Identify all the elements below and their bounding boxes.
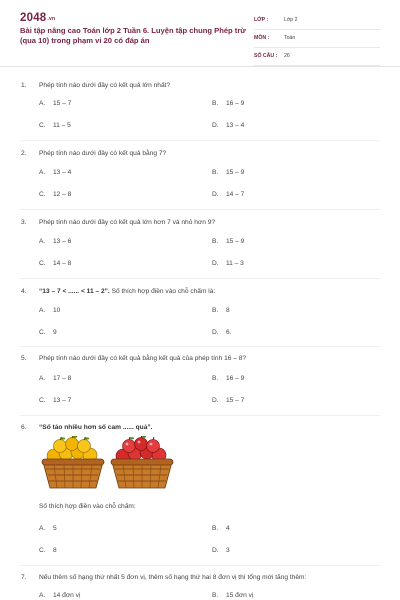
option-c[interactable] (39, 397, 71, 404)
option-letter: B. (212, 592, 219, 599)
option-a[interactable] (39, 592, 80, 599)
option-letter: D. (212, 260, 219, 267)
meta-row-grade (254, 14, 380, 30)
option-text: 14 – 7 (226, 191, 245, 198)
option-letter: A. (39, 100, 46, 107)
question-text-bold: “13 – 7 < ...... < 11 – 2”. (39, 288, 110, 295)
option-letter: B. (212, 375, 219, 382)
option-a[interactable] (39, 238, 71, 245)
option-text: 10 (53, 307, 61, 314)
logo-suffix: .vn (47, 16, 56, 22)
option-text: 15 – 7 (53, 100, 72, 107)
option-text: 16 – 9 (226, 375, 245, 382)
meta-row-subject (254, 32, 380, 48)
meta-label: MÔN : (254, 35, 270, 41)
question-number: 7. (21, 574, 27, 581)
option-letter: A. (39, 375, 46, 382)
option-c[interactable] (39, 260, 71, 267)
logo-text: 2048 (20, 12, 47, 24)
option-text: 11 – 3 (226, 260, 244, 267)
apple-basket-image (109, 436, 175, 490)
option-text: 14 đơn vị (53, 592, 81, 599)
option-text: 8 (53, 547, 57, 554)
option-text: 13 – 7 (53, 397, 72, 404)
option-a[interactable] (39, 375, 71, 382)
worksheet-header (0, 0, 400, 67)
option-letter: A. (39, 169, 46, 176)
option-letter: D. (212, 397, 219, 404)
orange-basket-image (40, 436, 106, 490)
option-c[interactable] (39, 329, 57, 336)
option-a[interactable] (39, 307, 60, 314)
option-text: 8 (226, 307, 230, 314)
option-text: 14 – 8 (53, 260, 72, 267)
option-letter: C. (39, 122, 46, 129)
option-c[interactable] (39, 191, 71, 198)
worksheet-meta (254, 14, 380, 68)
option-letter: D. (212, 191, 219, 198)
question-text: Phép tính nào dưới đây có kết quả bằng kết quả của phép tính 16 – 8? (39, 355, 247, 362)
option-letter: C. (39, 260, 46, 267)
option-d[interactable] (212, 191, 244, 198)
option-text: 13 – 6 (53, 238, 72, 245)
option-text: 15 – 9 (226, 169, 245, 176)
option-letter: B. (212, 525, 219, 532)
question-number: 5. (21, 355, 27, 362)
question-text: Phép tính nào dưới đây có kết quả lớn hơn 7 và nhỏ hơn 9? (39, 219, 216, 226)
question-subtext: Số thích hợp điền vào chỗ chấm: (39, 503, 136, 510)
option-letter: B. (212, 307, 219, 314)
option-letter: C. (39, 329, 46, 336)
option-letter: A. (39, 525, 46, 532)
question-text: Phép tính nào dưới đây có kết quả lớn nhất? (39, 82, 171, 89)
option-c[interactable] (39, 547, 57, 554)
meta-label: SỐ CÂU : (254, 53, 278, 59)
option-b[interactable] (212, 238, 244, 245)
option-text: 15 đơn vị (226, 592, 254, 599)
option-text: 15 – 9 (226, 238, 245, 245)
question-divider (20, 209, 380, 210)
meta-value: Lớp 2 (284, 17, 298, 23)
option-letter: D. (212, 329, 219, 336)
option-b[interactable] (212, 100, 244, 107)
option-text: 12 – 8 (53, 191, 72, 198)
question-text: Nếu thêm số hạng thứ nhất 5 đơn vị, thêm số hạng thứ hai 8 đơn vị thì tổng mới tăng thêm: (39, 574, 307, 581)
meta-row-count (254, 50, 380, 66)
question-divider (20, 278, 380, 279)
question-number: 1. (21, 82, 27, 89)
option-letter: A. (39, 238, 46, 245)
option-b[interactable] (212, 169, 244, 176)
option-a[interactable] (39, 525, 57, 532)
worksheet-title: Bài tập nâng cao Toán lớp 2 Tuần 6. Luyện tập chung Phép trừ (qua 10) trong phạm vi 20 có đáp án (20, 26, 246, 45)
question-number: 4. (21, 288, 27, 295)
option-b[interactable] (212, 307, 230, 314)
question-number: 3. (21, 219, 27, 226)
option-d[interactable] (212, 397, 244, 404)
question-divider (20, 346, 380, 347)
meta-value: Toán (284, 35, 296, 41)
option-d[interactable] (212, 329, 232, 336)
question-number: 2. (21, 150, 27, 157)
option-text: 11 – 5 (53, 122, 71, 129)
option-text: 4 (226, 525, 230, 532)
question-text: Phép tính nào dưới đây có kết quả bằng 7? (39, 150, 167, 157)
option-a[interactable] (39, 100, 71, 107)
option-text: 13 – 4 (226, 122, 245, 129)
option-text: 13 – 4 (53, 169, 72, 176)
meta-value: 26 (284, 53, 290, 59)
option-text: 17 – 8 (53, 375, 72, 382)
option-letter: A. (39, 592, 46, 599)
option-b[interactable] (212, 592, 253, 599)
option-letter: B. (212, 169, 219, 176)
option-text: 9 (53, 329, 57, 336)
option-b[interactable] (212, 525, 230, 532)
basket-icon (111, 459, 173, 488)
site-logo[interactable] (20, 12, 55, 24)
question-divider (20, 140, 380, 141)
option-a[interactable] (39, 169, 71, 176)
option-letter: D. (212, 547, 219, 554)
option-text: 5 (53, 525, 57, 532)
option-letter: C. (39, 191, 46, 198)
option-letter: B. (212, 238, 219, 245)
option-letter: B. (212, 100, 219, 107)
option-text: 15 – 7 (226, 397, 245, 404)
option-b[interactable] (212, 375, 244, 382)
option-c[interactable] (39, 122, 71, 129)
option-letter: A. (39, 307, 46, 314)
option-letter: D. (212, 122, 219, 129)
question-divider (20, 415, 380, 416)
question-divider (20, 565, 380, 566)
option-text: 16 – 9 (226, 100, 245, 107)
question-text-bold: “Số táo nhiều hơn số cam ...... quả”. (39, 424, 153, 431)
option-d[interactable] (212, 547, 230, 554)
meta-label: LỚP : (254, 17, 269, 23)
option-letter: C. (39, 547, 46, 554)
basket-icon (42, 459, 104, 488)
question-text (39, 288, 384, 295)
option-text: 3 (226, 547, 230, 554)
option-d[interactable] (212, 260, 244, 267)
question-text-rest: Số thích hợp điền vào chỗ chấm là: (109, 288, 216, 295)
option-text: 6. (226, 329, 232, 336)
option-letter: C. (39, 397, 46, 404)
option-d[interactable] (212, 122, 244, 129)
question-text (39, 424, 384, 431)
question-number: 6. (21, 424, 27, 431)
